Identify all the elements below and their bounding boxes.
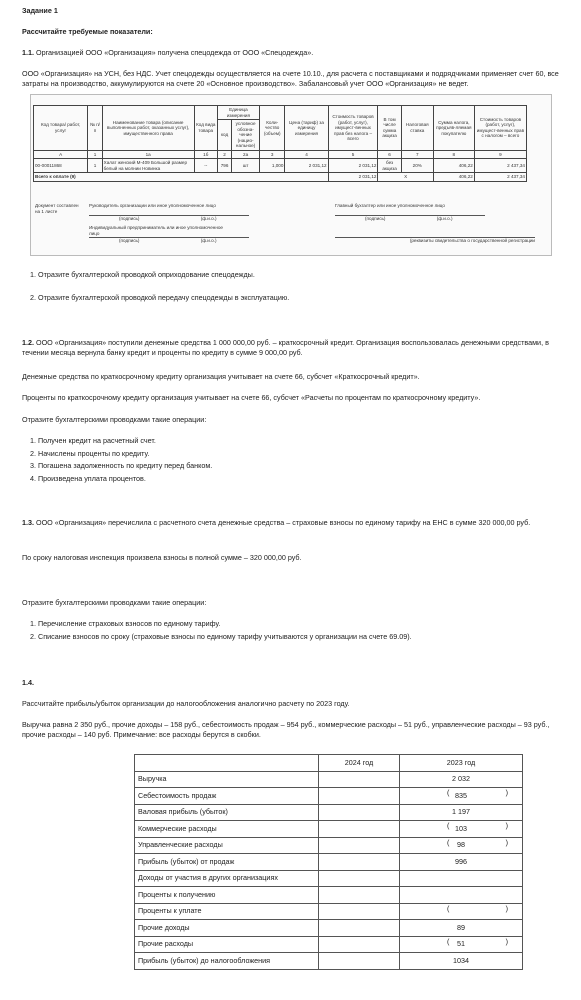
inv-total-label: Всего к оплате (9): [34, 173, 329, 182]
value-2023: 1 197: [452, 807, 470, 817]
s12-paragraph: [22, 338, 562, 357]
row-label: Коммерческие расходы: [135, 821, 319, 838]
close-paren: ): [505, 936, 508, 946]
fio-label: (ф.и.о.): [436, 216, 453, 221]
table-row: [135, 903, 523, 920]
inv-colnum: 9: [474, 150, 526, 159]
s11-text: Организацией ООО «Организация» получена спецодежда от ООО «Спецодежда».: [36, 48, 314, 57]
inv-cell: 1: [88, 159, 102, 173]
cell-2024: [319, 788, 400, 805]
sig-line: [335, 215, 485, 222]
s12-ops: [22, 436, 562, 484]
inv-total: 406,22: [433, 173, 474, 182]
cell-2023: [400, 936, 523, 953]
inv-colnum: 2: [217, 150, 231, 159]
s14-p2: Выручка равна 2 350 руб., прочие доходы – 158 руб., себестоимость продаж – 954 руб., коммерческие расходы – 51 руб., управленческие расходы – 93 руб., прочие расходы – 140 руб. Примечание: все расходы берутся в скобки.: [22, 720, 550, 739]
header-2024: 2024 год: [319, 755, 400, 772]
value-2023: 103: [455, 823, 467, 833]
row-label: Прибыль (убыток) до налогообложения: [135, 953, 319, 970]
cell-2024: [319, 870, 400, 887]
inv-colnum: 2а: [232, 150, 260, 159]
cell-2024: [319, 837, 400, 854]
inv-colnum: 5: [328, 150, 378, 159]
table-row: [135, 771, 523, 788]
inv-cell: шт: [232, 159, 260, 173]
cell-2023: [400, 854, 523, 871]
podpis-label: (подпись): [119, 238, 140, 243]
s13-text: ООО «Организация» перечислила с расчетного счета денежные средства – страховые взносы по единому тарифу на ЕНС в сумме 320 000,00 руб.: [36, 518, 531, 527]
row-label: Выручка: [135, 771, 319, 788]
cell-2023: [400, 887, 523, 904]
invoice-table: [33, 105, 527, 182]
close-paren: ): [505, 903, 508, 913]
rekv-label: (реквизиты свидетельства о государственной регистрации: [409, 238, 535, 243]
row-label: Проценты к получению: [135, 887, 319, 904]
s12-num: 1.2.: [22, 338, 34, 347]
inv-h-price: Цена (тариф) за единицу измерения: [285, 106, 328, 151]
cell-2024: [319, 821, 400, 838]
inv-colnum: 1а: [102, 150, 194, 159]
list-item: 4. Произведена уплата процентов.: [38, 474, 562, 484]
s11-paragraph: [22, 48, 562, 58]
s12-p1: Денежные средства по краткосрочному кредиту организация учитывает на счете 66, субсчет «Краткосрочный кредит».: [22, 372, 420, 381]
cell-2024: [319, 771, 400, 788]
s12-text: ООО «Организация» поступили денежные средства 1 000 000,00 руб. – краткосрочный кредит. Организация воспользовалась денежными средствами, в течении месяца вернула банку кредит и проценты по кредиту в сумме 9 000,00 руб.: [22, 338, 549, 357]
inv-total: X: [378, 173, 433, 182]
cell-2024: [319, 903, 400, 920]
inv-h-total: Стоимость товаров (работ, услуг), имущест-венных прав с налогом – всего: [474, 106, 526, 151]
row-label: Управленческие расходы: [135, 837, 319, 854]
row-label: Доходы от участия в других организациях: [135, 870, 319, 887]
s13-p1: По сроку налоговая инспекция произвела взносы в полной сумме – 320 000,00 руб.: [22, 553, 302, 562]
row-label: Себестоимость продаж: [135, 788, 319, 805]
rekv-line: [335, 237, 535, 244]
cell-2023: [400, 788, 523, 805]
inv-cell: Халат женский М-409 Большой размер белый на молнии Новинка: [102, 159, 194, 173]
s13-ops: [22, 619, 562, 641]
value-2023: 98: [457, 840, 465, 850]
cell-2023: [400, 903, 523, 920]
list-item: 3. Погашена задолженность по кредиту перед банком.: [38, 461, 562, 471]
list-item: 1. Отразите бухгалтерской проводкой оприходование спецодежды.: [38, 270, 562, 280]
open-paren: (: [447, 837, 450, 847]
list-item: 1. Получен кредит на расчетный счет.: [38, 436, 562, 446]
inv-h-code: Код товара/ работ, услуг: [34, 106, 88, 151]
open-paren: (: [447, 821, 450, 830]
inv-cell: 2 031,12: [285, 159, 328, 173]
table-row: [135, 804, 523, 821]
row-label: Прочие расходы: [135, 936, 319, 953]
s12-p2: Проценты по краткосрочному кредиту организация учитывает на счете 66, субсчет «Расчеты по процентам по краткосрочному кредиту».: [22, 393, 481, 402]
doc-label: Документ составлен на 1 листе: [35, 203, 79, 214]
cell-2023: [400, 920, 523, 937]
value-2023: 835: [455, 790, 467, 800]
header-2023: 2023 год: [400, 755, 523, 772]
cell-2023: [400, 837, 523, 854]
inv-colnum: 1б: [194, 150, 217, 159]
task-title: Задание 1: [22, 6, 58, 15]
value-2023: 51: [457, 939, 465, 949]
sig-director: Руководитель организации или иное уполномоченное лицо: [89, 203, 216, 208]
s14-num: 1.4.: [22, 678, 34, 687]
podpis-label: (подпись): [119, 216, 140, 221]
cell-2024: [319, 854, 400, 871]
open-paren: (: [447, 903, 450, 913]
list-item: 1. Перечисление страховых взносов по единому тарифу.: [38, 619, 562, 629]
inv-colnum: 4: [285, 150, 328, 159]
row-label: Прочие доходы: [135, 920, 319, 937]
inv-colnum: А: [34, 150, 88, 159]
s11-desc: ООО «Организация» на УСН, без НДС. Учет спецодежды осуществляется на счете 10.10., для расчета с поставщиками и подрядчиками применяет счет 60, все затраты на производство, аккумулируются на счете 20 «Основное производство». Забалансовый учет ООО «Организация» не ведет.: [22, 69, 559, 88]
sig-accountant: Главный бухгалтер или иное уполномоченное лицо: [335, 203, 445, 208]
value-2023: 996: [455, 856, 467, 866]
sig-entrepreneur: Индивидуальный предприниматель или иное уполномоченное лицо: [89, 225, 223, 236]
cell-2023: [400, 771, 523, 788]
subtitle: Рассчитайте требуемые показатели:: [22, 27, 153, 36]
row-label: Проценты к уплате: [135, 903, 319, 920]
cell-2023: [400, 953, 523, 970]
close-paren: ): [505, 788, 508, 797]
financial-table: [134, 754, 523, 970]
inv-h-name: Наименование товара (описание выполненных работ, оказанных услуг), имущественного права: [102, 106, 194, 151]
inv-colnum: 1: [88, 150, 102, 159]
cell-2023: [400, 804, 523, 821]
fio-label: (ф.и.о.): [200, 238, 217, 243]
cell-2023: [400, 821, 523, 838]
inv-colnum: 3: [259, 150, 284, 159]
table-row: [135, 920, 523, 937]
inv-cell: 406,22: [433, 159, 474, 173]
value-2023: 1034: [453, 955, 469, 965]
inv-colnum: 8: [433, 150, 474, 159]
inv-h-unit-code: код: [217, 120, 231, 151]
inv-h-tax: Сумма налога, предъяв-ляемая покупателю: [433, 106, 474, 151]
table-row: [135, 936, 523, 953]
s13-paragraph: [22, 518, 562, 528]
sig-line: [89, 237, 249, 244]
value-2023: 89: [457, 922, 465, 932]
s11-num: 1.1.: [22, 48, 34, 57]
row-label: Валовая прибыль (убыток): [135, 804, 319, 821]
value-2023: 2 032: [452, 774, 470, 784]
open-paren: (: [447, 788, 450, 797]
fio-label: (ф.и.о.): [200, 216, 217, 221]
list-item: 2. Отразите бухгалтерской проводкой передачу спецодежды в эксплуатацию.: [38, 293, 562, 303]
inv-h-cost: Стоимость товаров (работ, услуг), имущест-венных прав без налога – всего: [328, 106, 378, 151]
list-item: 2. Начислены проценты по кредиту.: [38, 449, 562, 459]
table-row: [135, 887, 523, 904]
cell-2024: [319, 936, 400, 953]
inv-h-kind: Код вида товара: [194, 106, 217, 151]
inv-total: 2 437,34: [474, 173, 526, 182]
invoice-image: [30, 94, 552, 256]
inv-colnum: 7: [401, 150, 433, 159]
inv-h-unit-sym: условное обозна-чение (нацио-нальное): [232, 120, 260, 151]
close-paren: ): [505, 821, 508, 830]
cell-2024: [319, 953, 400, 970]
cell-2023: [400, 870, 523, 887]
podpis-label: (подпись): [365, 216, 386, 221]
table-header-row: [135, 755, 523, 772]
inv-h-excise: В том числе сумма акциза: [378, 106, 401, 151]
table-row: [135, 854, 523, 871]
table-row: [135, 870, 523, 887]
cell-2024: [319, 804, 400, 821]
inv-cell: 1,000: [259, 159, 284, 173]
row-label: Прибыль (убыток) от продаж: [135, 854, 319, 871]
inv-h-rate: Налоговая ставка: [401, 106, 433, 151]
sig-line: [89, 215, 249, 222]
inv-cell: --: [194, 159, 217, 173]
cell-2024: [319, 887, 400, 904]
inv-h-num: № п/п: [88, 106, 102, 151]
header-empty: [135, 755, 319, 772]
s14-p1: Рассчитайте прибыль/убыток организации до налогообложения аналогично расчету по 2023 году.: [22, 699, 350, 708]
open-paren: (: [447, 936, 450, 946]
cell-2024: [319, 920, 400, 937]
table-row: [135, 953, 523, 970]
table-row: [135, 821, 523, 838]
s11-tasks: [22, 270, 562, 302]
inv-h-unit: Единица измерения: [217, 106, 259, 120]
inv-total: 2 031,12: [328, 173, 378, 182]
inv-cell: 796: [217, 159, 231, 173]
inv-cell: 2 437,34: [474, 159, 526, 173]
inv-cell: 20%: [401, 159, 433, 173]
inv-cell: без акциза: [378, 159, 401, 173]
s13-num: 1.3.: [22, 518, 34, 527]
table-row: [135, 788, 523, 805]
list-item: 2. Списание взносов по сроку (страховые взносы по единому тарифу учитываются у организации на счете 69.09).: [38, 632, 562, 642]
inv-cell: 2 031,12: [328, 159, 378, 173]
s13-p2: Отразите бухгалтерскими проводками такие операции:: [22, 598, 207, 607]
table-row: [135, 837, 523, 854]
close-paren: ): [505, 837, 508, 847]
inv-colnum: 6: [378, 150, 401, 159]
s12-p3: Отразите бухгалтерскими проводками такие операции:: [22, 415, 207, 424]
inv-cell: 00-00011868: [34, 159, 88, 173]
inv-h-qty: Коли-чество (объем): [259, 106, 284, 151]
